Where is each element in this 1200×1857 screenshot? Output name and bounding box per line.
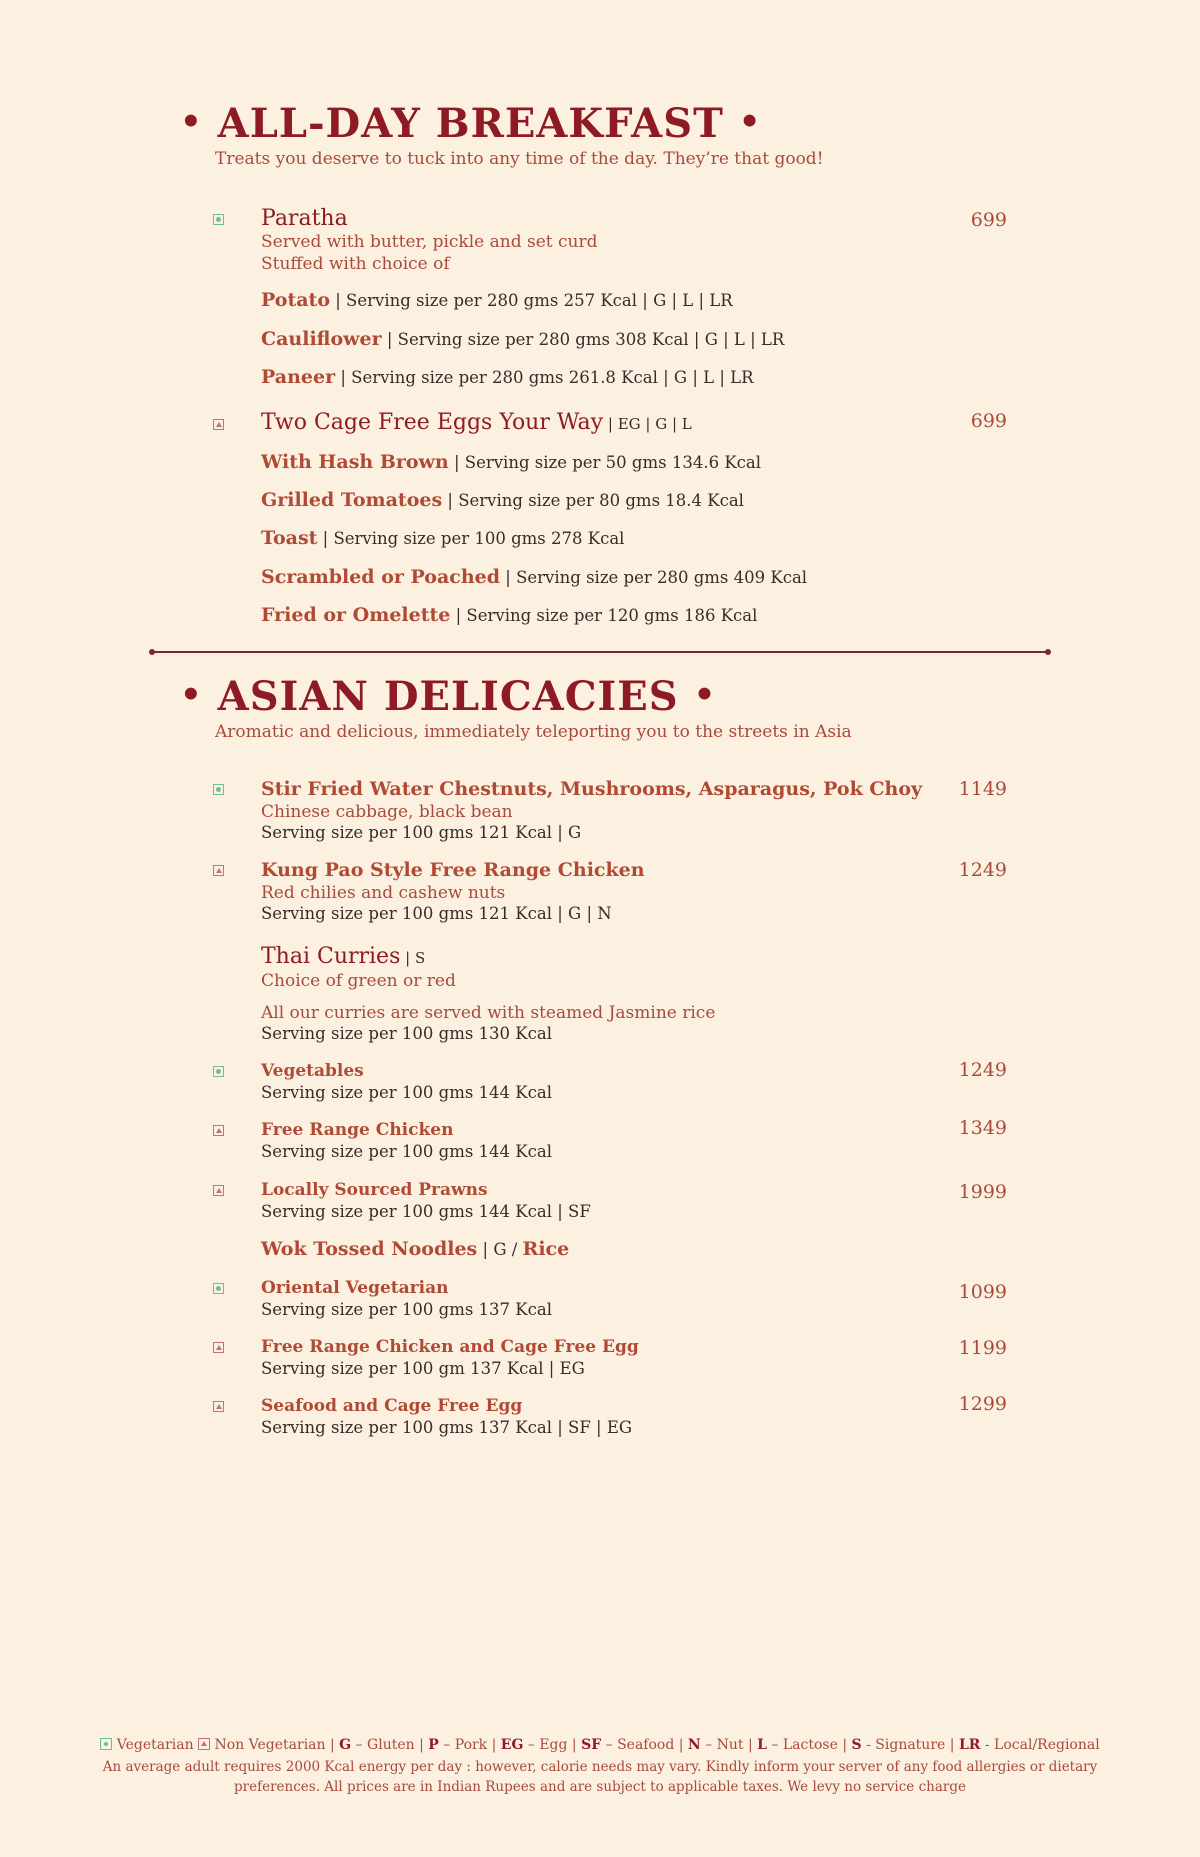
item-name: Free Range Chicken and Cage Free Egg	[261, 1337, 639, 1357]
item-info: Serving size per 100 gms 137 Kcal	[261, 1300, 552, 1319]
item-name: Seafood and Cage Free Egg	[261, 1396, 523, 1416]
veg-icon	[213, 1283, 224, 1294]
group-desc-thai-curries: Choice of green or red	[261, 971, 456, 991]
veg-icon	[213, 214, 224, 225]
section-subtitle-breakfast: Treats you deserve to tuck into any time of the day. They’re that good!	[215, 149, 824, 169]
item-info: Serving size per 100 gms 121 Kcal | G	[261, 823, 582, 842]
item-name: Locally Sourced Prawns	[261, 1180, 488, 1200]
item-price: 1299	[958, 1393, 1007, 1415]
item-info: Serving size per 100 gms 144 Kcal	[261, 1083, 552, 1102]
item-info: Serving size per 100 gms 137 Kcal | SF | EG	[261, 1418, 633, 1437]
item-price: 1199	[958, 1337, 1007, 1359]
item-price: 1099	[958, 1281, 1007, 1303]
item-info: Serving size per 100 gms 144 Kcal | SF	[261, 1202, 591, 1221]
item-name-paratha: Paratha	[261, 206, 348, 231]
item-name: Kung Pao Style Free Range Chicken	[261, 859, 645, 881]
item-price: 1349	[958, 1117, 1007, 1139]
veg-icon	[213, 1066, 224, 1077]
non-veg-icon	[213, 1401, 224, 1412]
eggs-option: Grilled Tomatoes | Serving size per 80 gms 18.4 Kcal	[261, 489, 744, 511]
item-name: Oriental Vegetarian	[261, 1278, 449, 1298]
group-name-thai-curries: Thai Curries | S	[261, 944, 426, 969]
item-price-paratha: 699	[970, 209, 1007, 231]
item-price: 1249	[958, 1059, 1007, 1081]
item-desc: Red chilies and cashew nuts	[261, 883, 506, 903]
item-info: Serving size per 100 gms 144 Kcal	[261, 1142, 552, 1161]
item-name: Stir Fried Water Chestnuts, Mushrooms, Asparagus, Pok Choy	[261, 778, 923, 800]
footer-legend: Vegetarian Non Vegetarian | G – Gluten | P – Pork | EG – Egg | SF – Seafood | N – Nut | L – Lactose | S - Signature | LR - Local/Regional	[0, 1737, 1200, 1753]
item-price: 1249	[958, 859, 1007, 881]
non-veg-icon	[213, 865, 224, 876]
veg-icon	[213, 784, 224, 795]
item-price: 1149	[958, 778, 1007, 800]
section-divider	[152, 651, 1048, 653]
group-info-thai-curries: Serving size per 100 gms 130 Kcal	[261, 1024, 552, 1043]
group-name-wok-tossed: Wok Tossed Noodles | G / Rice	[261, 1238, 570, 1260]
item-info: Serving size per 100 gm 137 Kcal | EG	[261, 1359, 585, 1378]
veg-icon	[100, 1738, 112, 1750]
eggs-option: With Hash Brown | Serving size per 50 gms 134.6 Kcal	[261, 451, 762, 473]
item-price: 1999	[958, 1181, 1007, 1203]
item-price-eggs: 699	[970, 410, 1007, 432]
non-veg-icon	[213, 1342, 224, 1353]
footer-note-2: preferences. All prices are in Indian Rupees and are subject to applicable taxes. We levy no service charge	[234, 1779, 966, 1795]
group-note-thai-curries: All our curries are served with steamed Jasmine rice	[261, 1003, 716, 1023]
item-name: Free Range Chicken	[261, 1120, 454, 1140]
item-desc-paratha-2: Stuffed with choice of	[261, 254, 450, 274]
footer-note: An average adult requires 2000 Kcal energy per day : however, calorie needs may vary. Kindly inform your server of any food allergies or dietary	[102, 1759, 1098, 1775]
non-veg-icon	[213, 419, 224, 430]
section-title-breakfast: • ALL-DAY BREAKFAST •	[180, 100, 762, 147]
item-name-eggs: Two Cage Free Eggs Your Way | EG | G | L	[261, 410, 692, 435]
paratha-option: Paneer | Serving size per 280 gms 261.8 Kcal | G | L | LR	[261, 366, 754, 388]
non-veg-icon	[213, 1125, 224, 1136]
eggs-option: Fried or Omelette | Serving size per 120 gms 186 Kcal	[261, 604, 758, 626]
item-name: Vegetables	[261, 1061, 364, 1081]
non-veg-icon	[198, 1738, 210, 1750]
section-title-asian: • ASIAN DELICACIES •	[180, 673, 717, 720]
non-veg-icon	[213, 1185, 224, 1196]
eggs-option: Scrambled or Poached | Serving size per 280 gms 409 Kcal	[261, 566, 808, 588]
item-desc: Chinese cabbage, black bean	[261, 802, 513, 822]
section-subtitle-asian: Aromatic and delicious, immediately teleporting you to the streets in Asia	[215, 722, 852, 742]
eggs-option: Toast | Serving size per 100 gms 278 Kcal	[261, 527, 625, 549]
item-desc-paratha: Served with butter, pickle and set curd	[261, 232, 598, 252]
item-info: Serving size per 100 gms 121 Kcal | G | N	[261, 904, 612, 923]
paratha-option: Cauliflower | Serving size per 280 gms 308 Kcal | G | L | LR	[261, 328, 785, 350]
paratha-option: Potato | Serving size per 280 gms 257 Kcal | G | L | LR	[261, 289, 733, 311]
